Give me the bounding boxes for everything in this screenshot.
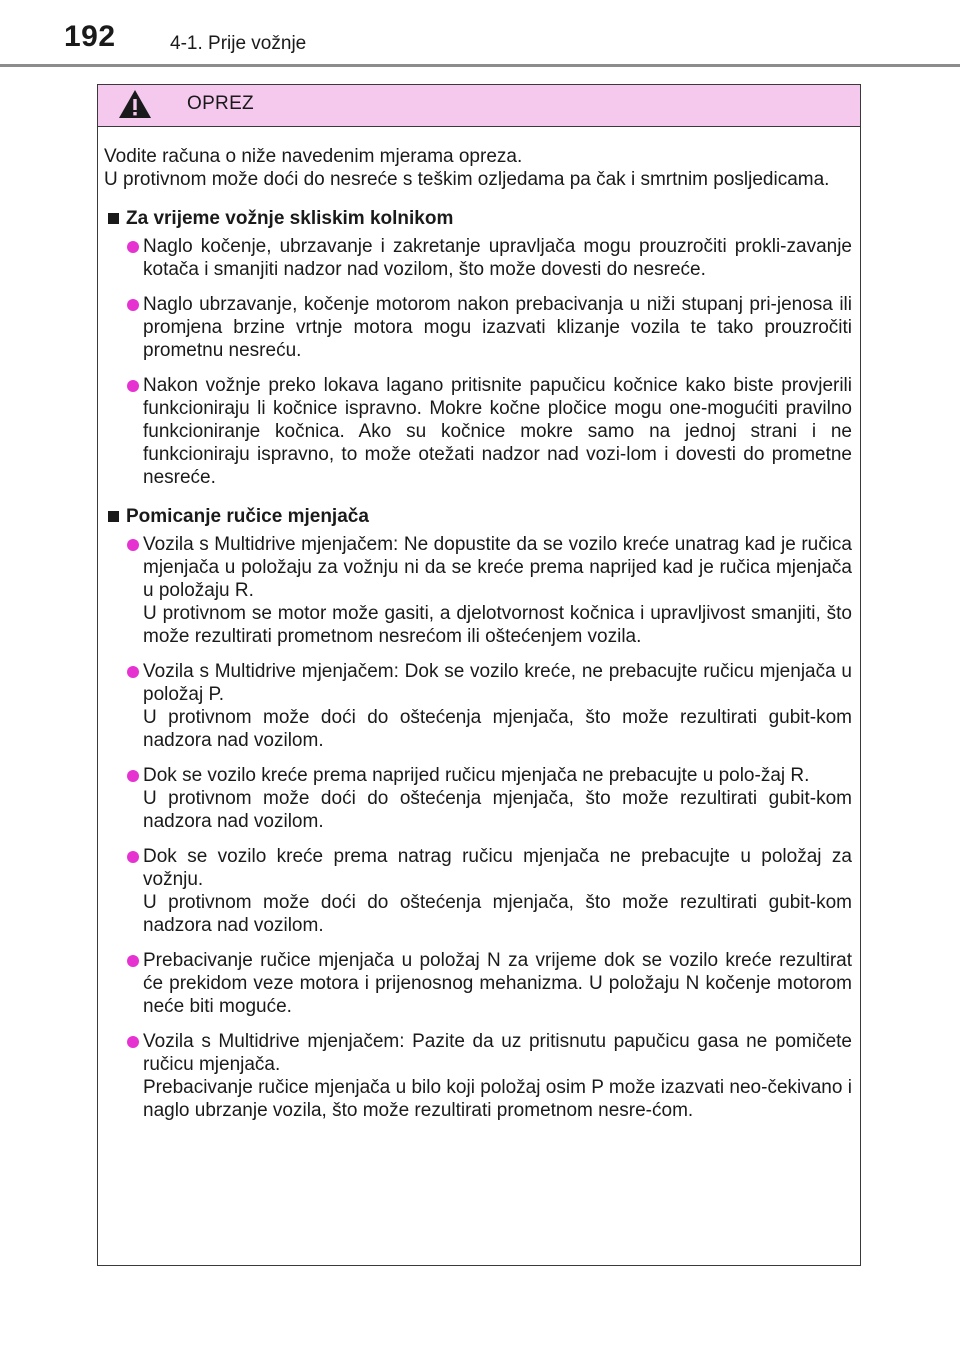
section-heading (104, 505, 852, 528)
list-item-text: U protivnom može doći do oštećenja mjenjača, što može rezultirati gubit-kom nadzora nad vozilom. (143, 892, 852, 936)
circle-bullet-icon (127, 955, 139, 967)
circle-bullet-icon (127, 666, 139, 678)
caution-title: OPREZ (187, 93, 254, 114)
circle-bullet-icon (127, 241, 139, 253)
list-item-text: Vozila s Multidrive mjenjačem: Ne dopustite da se vozilo kreće unatrag kad je ručica mjenjača u položaju za vožnju ni da se kreće prema naprijed kad je ručica mjenjača u položaju R. (143, 534, 852, 601)
square-bullet-icon (108, 213, 119, 224)
list-item-text: Naglo kočenje, ubrzavanje i zakretanje upravljača mogu prouzročiti prokli-zavanje kotača i smanjiti nadzor nad vozilom, što može dovesti do nesreće. (143, 236, 852, 280)
list-item-text: Prebacivanje ručice mjenjača u položaj N za vrijeme dok se vozilo kreće rezultirat će prekidom veze motora i prijenosnog mehanizma. U položaju N kočenje motorom neće biti moguće. (143, 950, 852, 1017)
list-item-text: Naglo ubrzavanje, kočenje motorom nakon prebacivanja u niži stupanj pri-jenosa ili promjena brzine vrtnje motora mogu izazvati klizanje vozila te tako prouzročiti prometnu nesreću. (143, 294, 852, 361)
list-item (104, 949, 852, 1018)
caution-body (98, 127, 860, 1122)
list-item-text: U protivnom može doći do oštećenja mjenjača, što može rezultirati gubit-kom nadzora nad vozilom. (143, 788, 852, 832)
circle-bullet-icon (127, 299, 139, 311)
section-heading-text: Za vrijeme vožnje skliskim kolnikom (126, 208, 454, 229)
list-item (104, 660, 852, 752)
list-item-text: Dok se vozilo kreće prema naprijed ručicu mjenjača ne prebacujte u polo-žaj R. (143, 765, 810, 786)
caution-header (98, 85, 860, 127)
circle-bullet-icon (127, 851, 139, 863)
circle-bullet-icon (127, 539, 139, 551)
page-number: 192 (64, 20, 116, 53)
circle-bullet-icon (127, 770, 139, 782)
circle-bullet-icon (127, 1036, 139, 1048)
list-item (104, 764, 852, 833)
page-header (0, 0, 960, 70)
list-item-text: Prebacivanje ručice mjenjača u bilo koji položaj osim P može izazvati neo-čekivano i naglo ubrzanje vozila, što može rezultirati prometnom nesre-ćom. (143, 1077, 852, 1121)
circle-bullet-icon (127, 380, 139, 392)
list-item-text: Dok se vozilo kreće prema natrag ručicu mjenjača ne prebacujte u položaj za vožnju. (143, 846, 852, 890)
list-item-text: Vozila s Multidrive mjenjačem: Pazite da uz pritisnutu papučicu gasa ne pomičete ručicu mjenjača. (143, 1031, 852, 1075)
list-item (104, 235, 852, 281)
list-item (104, 293, 852, 362)
intro-text: Vodite računa o niže navedenim mjerama opreza. (104, 146, 523, 167)
list-item-text: U protivnom se motor može gasiti, a djelotvornost kočnica i upravljivost smanjiti, što može rezultirati prometnom nesrećom ili oštećenjem vozila. (143, 603, 852, 647)
list-item-text: U protivnom može doći do oštećenja mjenjača, što može rezultirati gubit-kom nadzora nad vozilom. (143, 707, 852, 751)
square-bullet-icon (108, 511, 119, 522)
list-item-text: Nakon vožnje preko lokava lagano pritisnite papučicu kočnice kako biste provjerili funkcioniraju li kočnice ispravno. Mokre kočne pločice mogu one-mogućiti pravilno funkcioniranje kočnica. Ako su kočnice mokre samo na jednoj strani i ne funkcioniraju ispravno, to može otežati nadzor nad vozi-lom i dovesti do prometne nesreće. (143, 375, 852, 488)
caution-box (97, 84, 861, 1266)
warning-triangle-icon (118, 89, 152, 119)
list-item-text: Vozila s Multidrive mjenjačem: Dok se vozilo kreće, ne prebacujte ručicu mjenjača u položaj P. (143, 661, 852, 705)
list-item (104, 1030, 852, 1122)
intro-text: U protivnom može doći do nesreće s teškim ozljedama pa čak i smrtnim posljedicama. (104, 169, 830, 190)
section-heading (104, 207, 852, 230)
list-item (104, 374, 852, 489)
section-title: 4-1. Prije vožnje (170, 33, 307, 54)
list-item (104, 845, 852, 937)
header-rule (0, 64, 960, 67)
list-item (104, 533, 852, 648)
section-heading-text: Pomicanje ručice mjenjača (126, 506, 369, 527)
